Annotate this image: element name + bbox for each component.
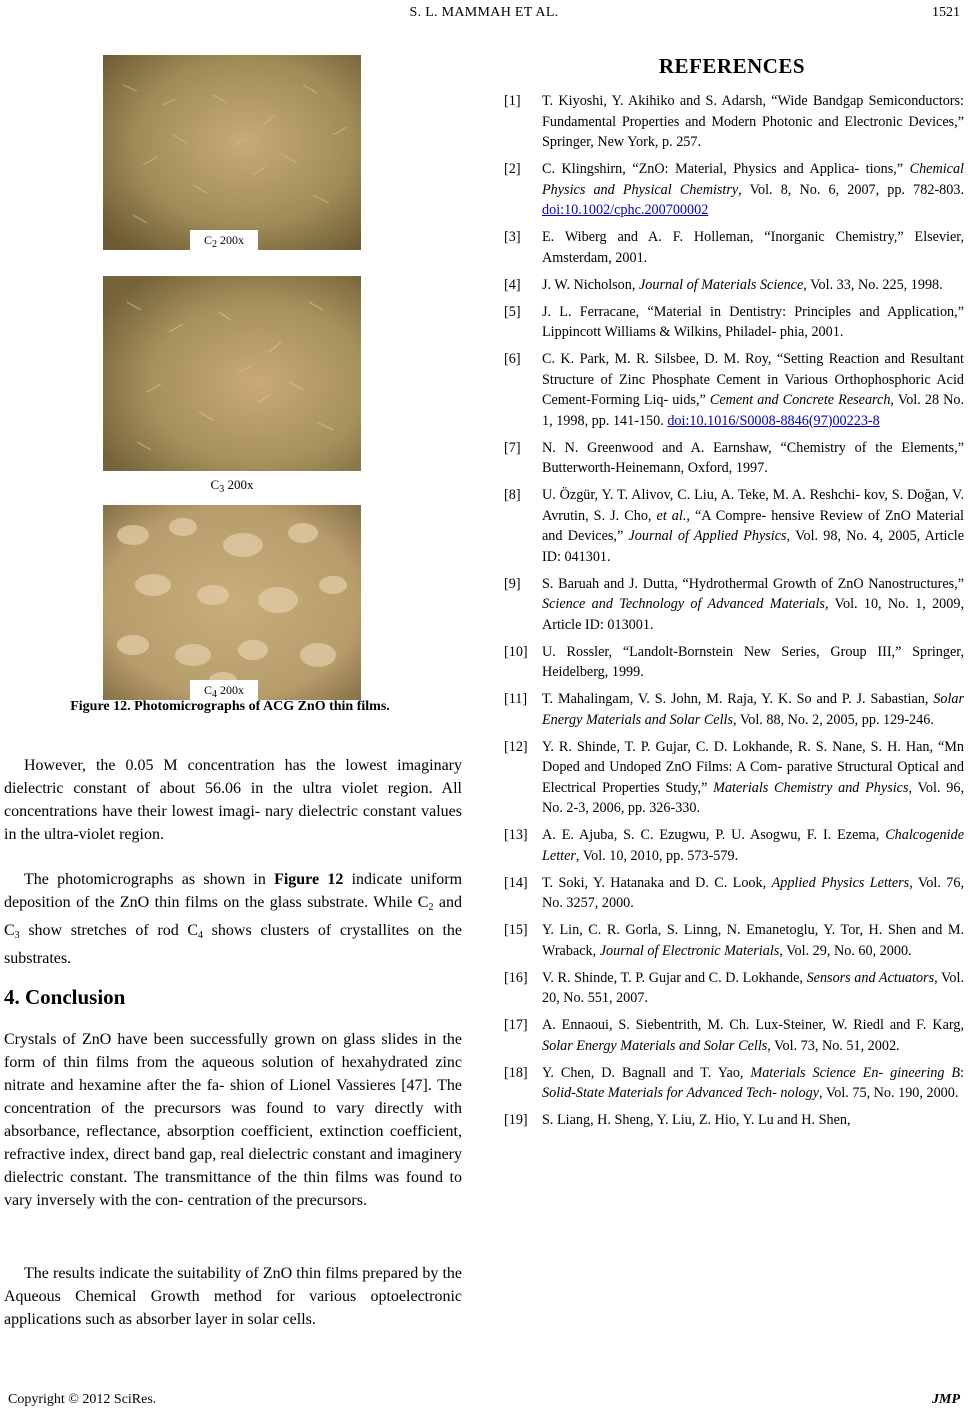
reference-number: [6] [504, 351, 521, 367]
reference-text: Y. R. Shinde, T. P. Gujar, C. D. Lokhande, R. S. Nane, S. H. Han, “Mn Doped and Undoped ZnO Films: A Com- parative Structural Optical and Electrical Properties Study,” Materials Chemistry and Physics, Vol. 96, No. 2-3, 2006, pp. 326-330. [542, 738, 964, 816]
photomicrograph-c2 [103, 55, 361, 250]
reference-text: S. Baruah and J. Dutta, “Hydrothermal Growth of ZnO Nanostructures,” Science and Technology of Advanced Materials, Vol. 10, No. 1, 2009, Article ID: 013001. [542, 575, 964, 633]
reference-text: Y. Chen, D. Bagnall and T. Yao, Materials Science En- gineering B: Solid-State Materials for Advanced Tech- nology, Vol. 75, No. 190, 2000. [542, 1064, 965, 1101]
reference-item [504, 825, 964, 866]
journal-name: JMP [932, 1392, 960, 1407]
page-number: 1521 [932, 5, 960, 20]
reference-number: [17] [504, 1017, 528, 1033]
reference-text: A. E. Ajuba, S. C. Ezugwu, P. U. Asogwu, F. I. Ezema, Chalcogenide Letter, Vol. 10, 2010, pp. 573-579. [542, 827, 964, 864]
body-paragraph: However, the 0.05 M concentration has the lowest imaginary dielectric constant of about 56.06 in the ultra violet region. All concentrations have their lowest imagi- nary dielectric constant values in the ultra-violet region. [4, 757, 462, 843]
photomicrograph-c4 [103, 505, 361, 700]
reference-text: J. W. Nicholson, Journal of Materials Science, Vol. 33, No. 225, 1998. [542, 276, 943, 293]
reference-number: [5] [504, 303, 521, 320]
doi-link[interactable]: doi:10.1016/S0008-8846(97)00223-8 [667, 412, 880, 429]
reference-item [504, 968, 964, 1009]
figure-label-c2: $C_2$ 200x [190, 230, 258, 250]
reference-item [504, 302, 964, 343]
reference-number: [7] [504, 439, 521, 456]
figure-reference: Figure 12 [274, 871, 344, 888]
micrograph-image [103, 505, 361, 700]
micrograph-image [103, 55, 361, 250]
reference-number: [16] [504, 969, 528, 986]
reference-text: T. Soki, Y. Hatanaka and D. C. Look, Applied Physics Letters, Vol. 76, No. 3257, 2000. [542, 874, 964, 911]
reference-number: [13] [504, 827, 528, 843]
figure-caption: Figure 12. Photomicrographs of ACG ZnO thin films. [70, 699, 390, 714]
figure-label-c3: $C_3$ 200x [210, 477, 254, 495]
reference-text: A. Ennaoui, S. Siebentrith, M. Ch. Lux-Steiner, W. Riedl and F. Karg, Solar Energy Materials and Solar Cells, Vol. 73, No. 51, 2002. [542, 1017, 964, 1054]
body-paragraph: Crystals of ZnO have been successfully grown on glass slides in the form of thin films from the aqueous solution of hexahydrated zinc nitrate and hexamine after the fa- shion of Lionel Vassieres [47]. The concentration of the precursors was found to vary directly with absorbance, reflectance, absorption coefficient, extinction coefficient, refractive index, direct band gap, real dielectric constant and imaginery dielectric constant. The transmittance of the thin films was found to vary inversely with the con- centration of the precursors. [4, 1031, 462, 1209]
figure-label-c4: $C_4$ 200x [190, 680, 258, 700]
reference-text: C. K. Park, M. R. Silsbee, D. M. Roy, “Setting Reaction and Resultant Structure of Zinc Phosphate Cement in Various Orthophosphoric Acid Cement-Forming Liq- uids,” Cement and Concrete Research, Vol. 28 No. 1, 1998, pp. 141-150. doi:10.1016/S0008-8846(97)00223-8 [542, 351, 964, 429]
reference-number: [10] [504, 643, 528, 660]
reference-number: [1] [504, 93, 521, 109]
reference-text: U. Rossler, “Landolt-Bornstein New Series, Group III,” Springer, Heidelberg, 1999. [542, 643, 964, 680]
reference-number: [9] [504, 575, 521, 592]
reference-item [504, 689, 964, 730]
reference-text: S. Liang, H. Sheng, Y. Liu, Z. Hio, Y. Lu and H. Shen, [542, 1112, 851, 1128]
reference-number: [4] [504, 276, 521, 293]
reference-number: [8] [504, 487, 521, 503]
reference-text: V. R. Shinde, T. P. Gujar and C. D. Lokhande, Sensors and Actuators, Vol. 20, No. 551, 2007. [542, 969, 964, 1006]
reference-item [504, 873, 964, 914]
reference-text: U. Özgür, Y. T. Alivov, C. Liu, A. Teke, M. A. Reshchi- kov, S. Doğan, V. Avrutin, S. J. Cho, et al., “A Compre- hensive Review of ZnO Material and Devices,” Journal of Applied Physics, Vol. 98, No. 4, 2005, Article ID: 041301. [542, 487, 964, 565]
doi-link[interactable]: doi:10.1002/cphc.200700002 [542, 202, 709, 218]
micrograph-image [103, 276, 361, 471]
section-title: 4. Conclusion [4, 985, 126, 1009]
reference-text: C. Klingshirn, “ZnO: Material, Physics and Applica- tions,” Chemical Physics and Physical Chemistry, Vol. 8, No. 6, 2007, pp. 782-803. doi:10.1002/cphc.200700002 [542, 161, 964, 218]
references-list [504, 91, 964, 1137]
reference-number: [2] [504, 161, 521, 177]
reference-text: T. Kiyoshi, Y. Akihiko and S. Adarsh, “Wide Bandgap Semiconductors: Fundamental Properties and Modern Photonic and Electronic Devices,” Springer, New York, p. 257. [542, 93, 964, 150]
reference-text: Y. Lin, C. R. Gorla, S. Linng, N. Emanetoglu, Y. Tor, H. Shen and M. Wraback, Journal of Electronic Materials, Vol. 29, No. 60, 2000. [542, 922, 964, 959]
reference-text: J. L. Ferracane, “Material in Dentistry: Principles and Application,” Lippincott Williams & Wilkins, Philadel- phia, 2001. [542, 303, 964, 340]
reference-item [504, 438, 964, 479]
reference-number: [14] [504, 874, 528, 891]
body-paragraph: The photomicrographs as shown in Figure 12 indicate uniform deposition of the ZnO thin films on the glass substrate. While $C_2$ and $C_3$ show stretches of rod $C_4$ shows clusters of crystallites on the substrates. [4, 871, 463, 967]
reference-item [504, 642, 964, 683]
reference-text: T. Mahalingam, V. S. John, M. Raja, Y. K. So and P. J. Sabastian, Solar Energy Materials and Solar Cells, Vol. 88, No. 2, 2005, pp. 129-246. [542, 691, 964, 728]
page-header [0, 2, 968, 24]
page-footer [0, 1390, 968, 1410]
reference-number: [11] [504, 691, 528, 707]
reference-item [504, 91, 964, 153]
running-title: S. L. MAMMAH ET AL. [409, 5, 559, 20]
body-paragraph: The results indicate the suitability of ZnO thin films prepared by the Aqueous Chemical Growth method for various optoelectronic applications such as absorber layer in solar cells. [4, 1265, 462, 1328]
reference-item [504, 227, 964, 268]
reference-number: [12] [504, 738, 528, 755]
reference-item [504, 1063, 964, 1104]
copyright: Copyright © 2012 SciRes. [8, 1392, 157, 1407]
reference-item [504, 485, 964, 567]
reference-text: E. Wiberg and A. F. Holleman, “Inorganic Chemistry,” Elsevier, Amsterdam, 2001. [542, 229, 964, 266]
reference-number: [19] [504, 1112, 528, 1128]
reference-item [504, 737, 964, 819]
reference-text: N. N. Greenwood and A. Earnshaw, “Chemistry of the Elements,” Butterworth-Heinemann, Oxford, 1997. [542, 439, 964, 476]
reference-number: [18] [504, 1064, 528, 1081]
reference-number: [3] [504, 229, 521, 245]
reference-item [504, 349, 964, 431]
references-title: REFERENCES [658, 54, 806, 78]
reference-item [504, 1015, 964, 1056]
photomicrograph-c3 [103, 276, 361, 471]
reference-item [504, 1110, 964, 1131]
reference-item [504, 920, 964, 961]
reference-item [504, 574, 964, 636]
reference-item [504, 159, 964, 221]
reference-item [504, 275, 964, 296]
reference-number: [15] [504, 922, 528, 938]
